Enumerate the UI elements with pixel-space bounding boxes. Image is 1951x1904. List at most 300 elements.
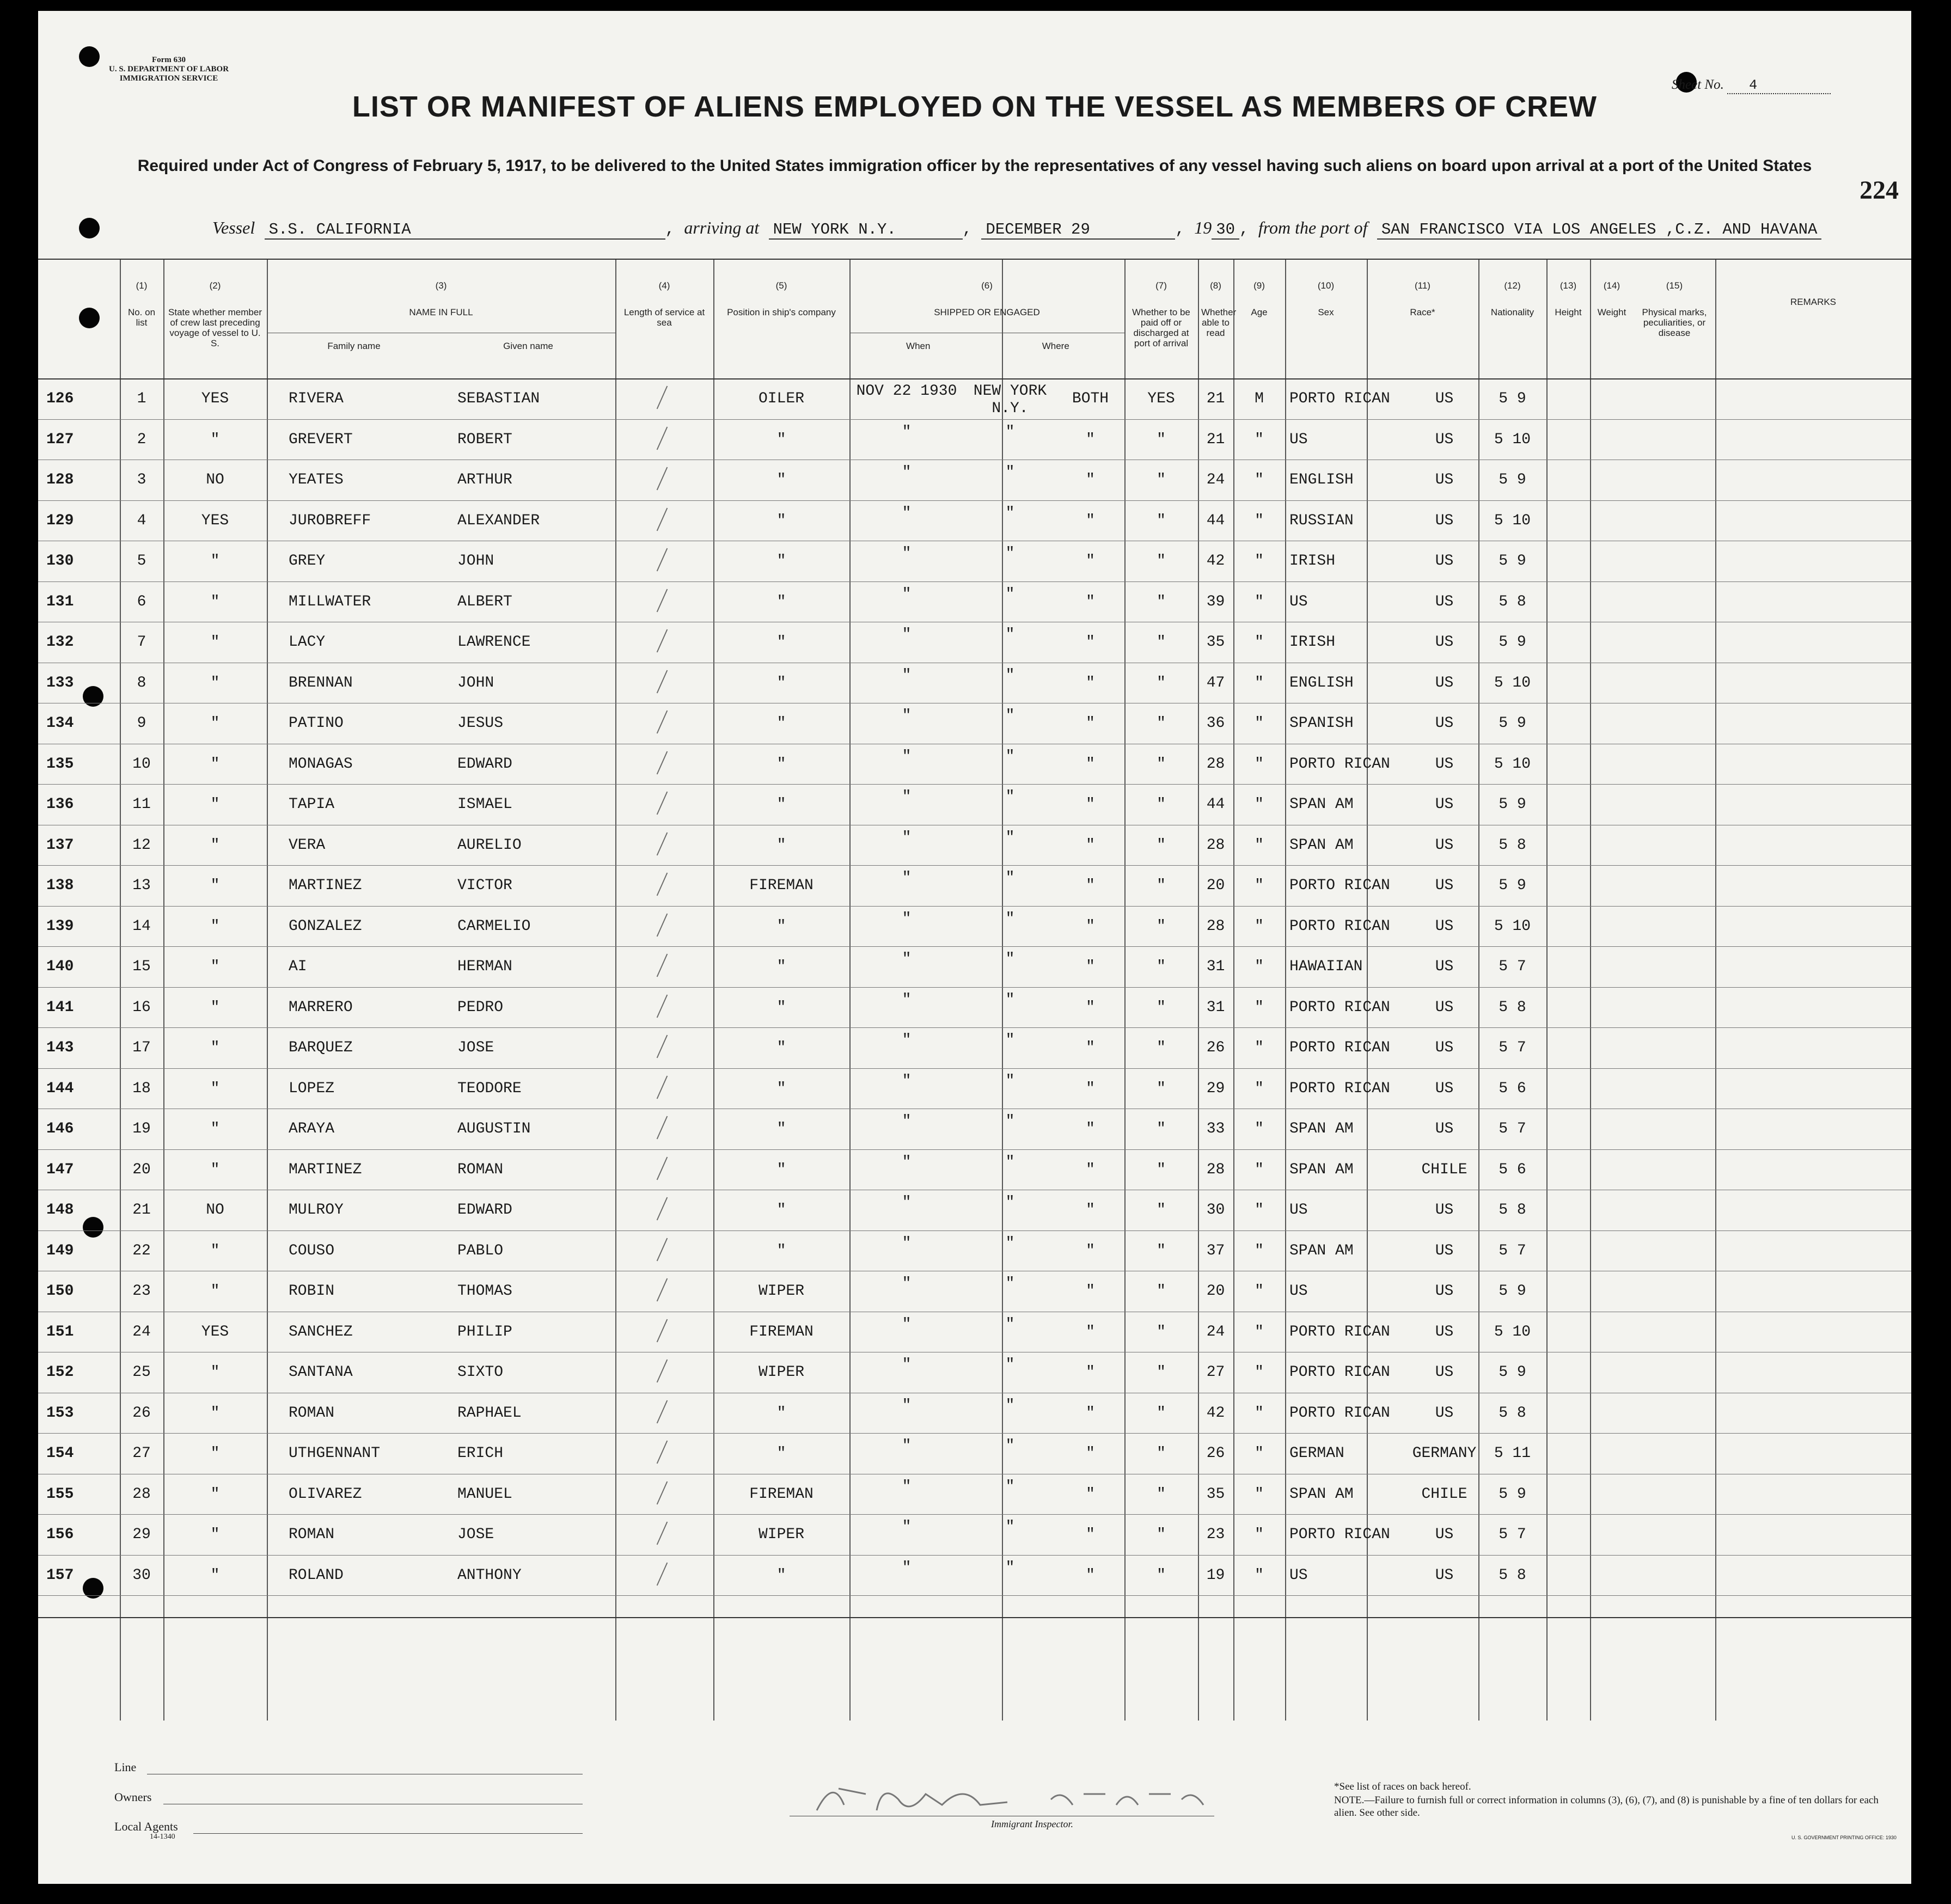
cell-where: " [1005, 464, 1015, 481]
cell-read: YES [1147, 390, 1175, 407]
cell-sex: " [1255, 1080, 1264, 1097]
cell-nat: US [1435, 1039, 1454, 1056]
cell-age: 21 [1206, 431, 1225, 448]
line-label: Line [114, 1760, 137, 1774]
column-label: Age [1251, 307, 1268, 317]
cell-race: SPAN AM [1289, 1121, 1354, 1137]
cell-prev: " [210, 634, 220, 651]
cell-paid: " [1086, 836, 1095, 854]
row-rule [38, 784, 1911, 785]
cell-nat: US [1435, 472, 1454, 488]
sequence-number: 151 [46, 1323, 74, 1340]
column-number: (15) [1666, 280, 1683, 291]
races-note: *See list of races on back hereof. [1334, 1781, 1471, 1792]
sequence-number: 128 [46, 472, 74, 488]
cell-prev: " [210, 1080, 220, 1097]
column-number: (10) [1317, 280, 1335, 291]
cell-race: PORTO RICAN [1289, 1526, 1390, 1543]
row-rule [38, 1149, 1911, 1150]
cell-family: SANTANA [289, 1364, 353, 1381]
column-subheader: Family name [327, 341, 381, 351]
cell-when: " [902, 991, 912, 1008]
cell-prev: " [210, 1161, 220, 1178]
cell-when: " [902, 1194, 912, 1211]
cell-no: 24 [132, 1323, 151, 1340]
cell-when: " [902, 1437, 912, 1454]
row-rule [38, 1555, 1911, 1556]
column-subheader: Given name [503, 341, 553, 351]
cell-prev: " [210, 877, 220, 894]
row-rule [38, 581, 1911, 582]
column-subheaders [849, 333, 1124, 351]
cell-where: " [1005, 1519, 1015, 1535]
cell-given: LAWRENCE [457, 634, 531, 651]
cell-position: " [776, 958, 786, 975]
cell-race: PORTO RICAN [1289, 1364, 1390, 1381]
cell-no: 21 [132, 1202, 151, 1219]
cell-family: SANCHEZ [289, 1323, 353, 1340]
cell-read: " [1157, 796, 1166, 813]
sequence-number: 143 [46, 1039, 74, 1056]
sequence-number: 129 [46, 512, 74, 529]
cell-age: 28 [1206, 836, 1225, 854]
cell-age: 19 [1206, 1566, 1225, 1584]
cell-paid: " [1086, 1161, 1095, 1178]
document-number: 224 [1860, 176, 1899, 205]
signature-scribble [800, 1772, 1214, 1821]
cell-no: 22 [132, 1242, 151, 1259]
cell-height: 5 8 [1499, 1566, 1526, 1584]
column-label: Position in ship's company [727, 307, 836, 317]
cell-when: " [902, 1478, 912, 1495]
check-mark [657, 1441, 668, 1464]
cell-given: PHILIP [457, 1323, 512, 1340]
column-number: (14) [1603, 280, 1620, 291]
cell-when: " [902, 829, 912, 846]
cell-family: MARRERO [289, 999, 353, 1016]
cell-nat: US [1435, 512, 1454, 529]
cell-position: FIREMAN [749, 1323, 814, 1340]
column-label: NAME IN FULL [409, 307, 473, 317]
cell-when: " [902, 1559, 912, 1576]
cell-age: 42 [1206, 553, 1225, 570]
cell-read: " [1157, 755, 1166, 773]
cell-prev: " [210, 715, 220, 732]
column-label: Length of service at sea [623, 307, 705, 328]
cell-family: MILLWATER [289, 593, 371, 610]
cell-paid: " [1086, 472, 1095, 488]
check-mark [657, 1156, 668, 1180]
cell-position: " [776, 553, 786, 570]
column-header [163, 280, 267, 348]
cell-prev: NO [206, 1202, 224, 1219]
cell-height: 5 10 [1494, 1323, 1531, 1340]
cell-race: IRISH [1289, 553, 1336, 570]
cell-race: PORTO RICAN [1289, 877, 1390, 894]
cell-no: 14 [132, 917, 151, 935]
cell-position: " [776, 512, 786, 529]
check-mark [657, 1522, 668, 1545]
cell-race: US [1289, 431, 1308, 448]
cell-read: " [1157, 593, 1166, 610]
check-mark [657, 711, 668, 734]
sequence-number: 140 [46, 958, 74, 975]
cell-given: ROMAN [457, 1161, 504, 1178]
sequence-number: 131 [46, 593, 74, 610]
cell-race: PORTO RICAN [1289, 1080, 1390, 1097]
cell-race: PORTO RICAN [1289, 1323, 1390, 1340]
cell-sex: " [1255, 1323, 1264, 1340]
sequence-number: 148 [46, 1202, 74, 1219]
cell-given: ROBERT [457, 431, 512, 448]
cell-where: " [1005, 626, 1015, 643]
cell-age: 27 [1206, 1364, 1225, 1381]
column-header [267, 280, 615, 351]
cell-paid: " [1086, 1242, 1095, 1259]
form-department: U. S. DEPARTMENT OF LABOR [109, 65, 229, 74]
cell-read: " [1157, 1566, 1166, 1584]
cell-no: 5 [137, 553, 146, 570]
cell-when: " [902, 1072, 912, 1089]
cell-paid: " [1086, 1080, 1095, 1097]
header-rule [38, 378, 1911, 379]
cell-where: " [1005, 1478, 1015, 1495]
cell-when: " [902, 666, 912, 684]
cell-nat: US [1435, 674, 1454, 691]
printer-mark: U. S. GOVERNMENT PRINTING OFFICE: 1930 [1791, 1835, 1897, 1840]
column-divider [1590, 259, 1591, 1721]
cell-height: 5 7 [1499, 1039, 1526, 1056]
punch-hole [79, 46, 100, 67]
cell-when: " [902, 585, 912, 603]
cell-no: 2 [137, 431, 146, 448]
cell-read: " [1157, 1283, 1166, 1300]
column-number: (13) [1559, 280, 1577, 291]
cell-race: PORTO RICAN [1289, 1039, 1390, 1056]
check-mark [657, 1116, 668, 1140]
column-divider [1546, 259, 1548, 1721]
cell-read: " [1157, 1404, 1166, 1422]
sequence-number: 149 [46, 1242, 74, 1259]
cell-nat: US [1435, 1566, 1454, 1584]
cell-height: 5 7 [1499, 958, 1526, 975]
cell-read: " [1157, 634, 1166, 651]
cell-given: AUGUSTIN [457, 1121, 531, 1137]
cell-family: BARQUEZ [289, 1039, 353, 1056]
crew-table [38, 259, 1911, 1721]
cell-when: " [902, 1397, 912, 1414]
form-service: IMMIGRATION SERVICE [119, 74, 218, 83]
cell-sex: " [1255, 1364, 1264, 1381]
column-label: SHIPPED OR ENGAGED [934, 307, 1040, 317]
cell-where: " [1005, 748, 1015, 765]
cell-read: " [1157, 1039, 1166, 1056]
cell-no: 15 [132, 958, 151, 975]
cell-height: 5 10 [1494, 431, 1531, 448]
cell-where: " [1005, 423, 1015, 440]
column-label: Physical marks, peculiarities, or disease [1642, 307, 1707, 338]
agents-code: 14-1340 [150, 1833, 175, 1841]
cell-read: " [1157, 836, 1166, 854]
cell-position: WIPER [758, 1526, 804, 1543]
cell-prev: " [210, 1242, 220, 1259]
cell-no: 30 [132, 1566, 151, 1584]
cell-height: 5 9 [1499, 634, 1526, 651]
cell-paid: " [1086, 1283, 1095, 1300]
cell-where: " [1005, 1194, 1015, 1211]
cell-nat: US [1435, 917, 1454, 935]
page-subtitle: Required under Act of Congress of February 5, 1917, to be delivered to the United States immigration officer by the representatives of any vessel having such aliens on board upon arrival at a port of the United States [137, 157, 1812, 175]
cell-age: 26 [1206, 1445, 1225, 1462]
cell-race: PORTO RICAN [1289, 917, 1390, 935]
check-mark [657, 426, 668, 450]
column-header [1367, 280, 1478, 317]
cell-no: 17 [132, 1039, 151, 1056]
column-header [1590, 280, 1634, 317]
cell-race: PORTO RICAN [1289, 390, 1390, 407]
cell-race: ENGLISH [1289, 674, 1354, 691]
cell-paid: " [1086, 1039, 1095, 1056]
column-header [1715, 280, 1911, 307]
cell-family: RIVERA [289, 390, 344, 407]
cell-read: " [1157, 1526, 1166, 1543]
cell-read: " [1157, 472, 1166, 488]
cell-where: " [1005, 585, 1015, 603]
cell-read: " [1157, 1202, 1166, 1219]
cell-given: JOHN [457, 553, 494, 570]
cell-paid: " [1086, 593, 1095, 610]
form-identifier [109, 56, 229, 83]
cell-family: GONZALEZ [289, 917, 362, 935]
cell-given: ERICH [457, 1445, 504, 1462]
arrival-year: 30 [1212, 221, 1239, 240]
cell-prev: NO [206, 472, 224, 488]
cell-prev: " [210, 553, 220, 570]
cell-where: " [1005, 870, 1015, 886]
cell-family: BRENNAN [289, 674, 353, 691]
cell-paid: " [1086, 1323, 1095, 1340]
cell-prev: " [210, 1485, 220, 1503]
row-rule [38, 1595, 1911, 1596]
cell-position: " [776, 999, 786, 1016]
cell-family: ROLAND [289, 1566, 344, 1584]
cell-family: PATINO [289, 715, 344, 732]
cell-family: GREY [289, 553, 326, 570]
cell-position: " [776, 593, 786, 610]
cell-race: US [1289, 1202, 1308, 1219]
column-number: (9) [1253, 280, 1265, 291]
cell-position: FIREMAN [749, 1485, 814, 1503]
cell-paid: " [1086, 1364, 1095, 1381]
cell-no: 3 [137, 472, 146, 488]
cell-nat: US [1435, 999, 1454, 1016]
cell-nat: US [1435, 1121, 1454, 1137]
check-mark [657, 1278, 668, 1302]
sequence-number: 157 [46, 1566, 74, 1584]
cell-sex: " [1255, 1242, 1264, 1259]
cell-when: " [902, 1519, 912, 1535]
cell-age: 20 [1206, 877, 1225, 894]
form-number: Form 630 [151, 56, 186, 64]
cell-given: MANUEL [457, 1485, 512, 1503]
cell-paid: " [1086, 1445, 1095, 1462]
cell-position: " [776, 1404, 786, 1422]
check-mark [657, 507, 668, 531]
cell-age: 24 [1206, 1323, 1225, 1340]
cell-given: JOSE [457, 1039, 494, 1056]
cell-no: 18 [132, 1080, 151, 1097]
cell-prev: " [210, 1404, 220, 1422]
cell-age: 31 [1206, 958, 1225, 975]
cell-height: 5 11 [1494, 1445, 1531, 1462]
column-divider [1715, 259, 1716, 1721]
cell-no: 4 [137, 512, 146, 529]
cell-prev: " [210, 431, 220, 448]
check-mark [657, 1481, 668, 1504]
cell-sex: " [1255, 1485, 1264, 1503]
column-header [1198, 280, 1237, 338]
cell-family: ROBIN [289, 1283, 335, 1300]
cell-position: " [776, 796, 786, 813]
cell-where: " [1005, 910, 1015, 927]
cell-height: 5 10 [1494, 674, 1531, 691]
cell-where: " [1005, 1559, 1015, 1576]
row-rule [38, 865, 1911, 866]
cell-read: " [1157, 1161, 1166, 1178]
cell-family: LOPEZ [289, 1080, 335, 1097]
cell-where: " [1005, 666, 1015, 684]
column-label: No. on list [127, 307, 156, 328]
punch-hole [79, 218, 100, 238]
cell-nat: US [1435, 390, 1454, 407]
cell-read: " [1157, 917, 1166, 935]
cell-age: 23 [1206, 1526, 1225, 1543]
cell-paid: " [1086, 553, 1095, 570]
row-rule [38, 1027, 1911, 1028]
cell-no: 8 [137, 674, 146, 691]
check-mark [657, 751, 668, 774]
cell-when: " [902, 504, 912, 522]
column-label: State whether member of crew last preceding voyage of vessel to U. S. [168, 307, 262, 348]
cell-paid: " [1086, 1121, 1095, 1137]
cell-height: 5 8 [1499, 593, 1526, 610]
column-header [713, 280, 849, 317]
cell-no: 16 [132, 999, 151, 1016]
cell-race: US [1289, 593, 1308, 610]
vessel-name: S.S. CALIFORNIA [265, 221, 665, 240]
cell-sex: " [1255, 512, 1264, 529]
check-mark [657, 589, 668, 612]
cell-prev: " [210, 917, 220, 935]
cell-no: 19 [132, 1121, 151, 1137]
cell-position: " [776, 1445, 786, 1462]
cell-where: " [1005, 1275, 1015, 1292]
cell-when: " [902, 951, 912, 968]
row-rule [38, 1068, 1911, 1069]
cell-nat: US [1435, 836, 1454, 854]
cell-sex: " [1255, 553, 1264, 570]
cell-when: " [902, 788, 912, 805]
cell-no: 7 [137, 634, 146, 651]
cell-family: VERA [289, 836, 326, 854]
cell-read: " [1157, 674, 1166, 691]
cell-race: RUSSIAN [1289, 512, 1354, 529]
column-label: Height [1555, 307, 1582, 317]
sequence-number: 133 [46, 674, 74, 691]
cell-prev: " [210, 1445, 220, 1462]
cell-sex: " [1255, 1404, 1264, 1422]
cell-read: " [1157, 999, 1166, 1016]
check-mark [657, 1562, 668, 1585]
cell-given: JOHN [457, 674, 494, 691]
cell-read: " [1157, 1485, 1166, 1503]
cell-race: PORTO RICAN [1289, 755, 1390, 773]
cell-prev: YES [201, 390, 229, 407]
cell-read: " [1157, 1242, 1166, 1259]
column-label: Whether able to read [1201, 307, 1237, 338]
cell-sex: " [1255, 1566, 1264, 1584]
cell-race: SPAN AM [1289, 1161, 1354, 1178]
cell-given: VICTOR [457, 877, 512, 894]
cell-given: THOMAS [457, 1283, 512, 1300]
column-number: (3) [435, 280, 447, 291]
sequence-number: 150 [46, 1283, 74, 1300]
column-header [120, 280, 163, 328]
cell-family: MARTINEZ [289, 877, 362, 894]
cell-no: 6 [137, 593, 146, 610]
cell-position: " [776, 1039, 786, 1056]
cell-read: " [1157, 877, 1166, 894]
cell-height: 5 9 [1499, 796, 1526, 813]
cell-where: " [1005, 1356, 1015, 1373]
cell-height: 5 7 [1499, 1526, 1526, 1543]
table-bottom-rule [38, 1617, 1911, 1618]
cell-given: TEODORE [457, 1080, 522, 1097]
cell-paid: " [1086, 1485, 1095, 1503]
cell-where: " [1005, 991, 1015, 1008]
cell-given: RAPHAEL [457, 1404, 522, 1422]
cell-no: 10 [132, 755, 151, 773]
column-header [1546, 280, 1590, 317]
cell-prev: YES [201, 512, 229, 529]
cell-given: EDWARD [457, 1202, 512, 1219]
cell-prev: " [210, 593, 220, 610]
column-number: (6) [981, 280, 993, 291]
cell-age: 35 [1206, 634, 1225, 651]
cell-sex: " [1255, 431, 1264, 448]
cell-where: " [1005, 1153, 1015, 1171]
cell-where: NEW YORK N.Y. [973, 383, 1047, 417]
sequence-number: 153 [46, 1404, 74, 1422]
cell-nat: US [1435, 796, 1454, 813]
check-mark [657, 1400, 668, 1423]
cell-no: 13 [132, 877, 151, 894]
sequence-number: 139 [46, 917, 74, 935]
cell-when: " [902, 1113, 912, 1130]
cell-when: " [902, 1153, 912, 1171]
cell-paid: " [1086, 715, 1095, 732]
arriving-port: NEW YORK N.Y. [769, 221, 963, 240]
manifest-sheet [38, 11, 1911, 1884]
column-header [615, 280, 713, 328]
cell-height: 5 9 [1499, 1364, 1526, 1381]
row-rule [38, 946, 1911, 947]
column-header [1478, 280, 1546, 317]
cell-position: " [776, 634, 786, 651]
cell-sex: " [1255, 674, 1264, 691]
cell-age: 24 [1206, 472, 1225, 488]
cell-when: " [902, 1356, 912, 1373]
